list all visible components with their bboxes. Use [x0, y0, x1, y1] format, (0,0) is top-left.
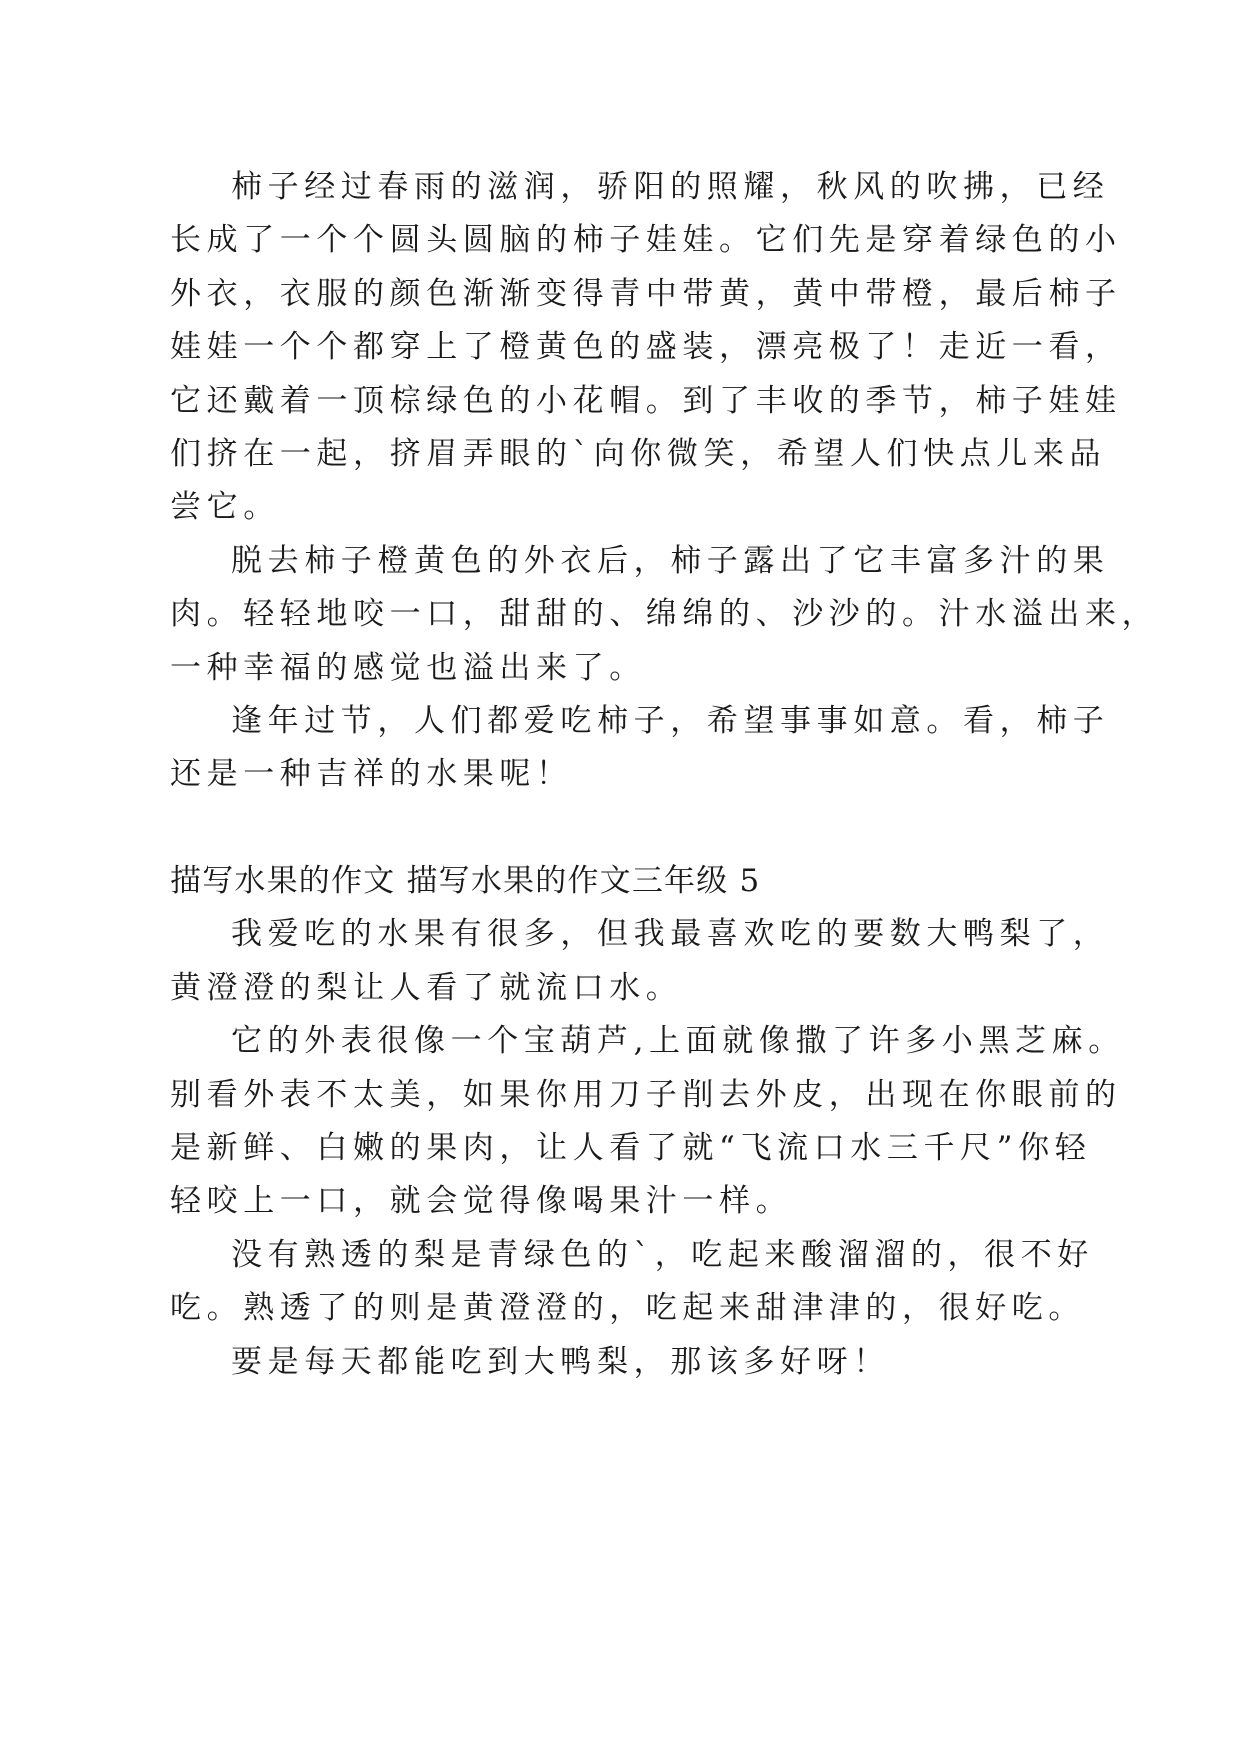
- paragraph-1-line-5: 它还戴着一顶棕绿色的小花帽。到了丰收的季节，柿子娃娃: [170, 383, 1122, 419]
- paragraph-4-line-1: 我爱吃的水果有很多，但我最喜欢吃的要数大鸭梨了，: [231, 916, 1110, 952]
- paragraph-5-line-2: 别看外表不太美，如果你用刀子削去外皮，出现在你眼前的: [170, 1077, 1122, 1113]
- paragraph-6-line-2: 吃。熟透了的则是黄澄澄的，吃起来甜津津的，很好吃。: [170, 1290, 1085, 1326]
- paragraph-1-line-4: 娃娃一个个都穿上了橙黄色的盛装，漂亮极了！走近一看，: [170, 329, 1122, 365]
- paragraph-3-line-1: 逢年过节，人们都爱吃柿子，希望事事如意。看，柿子: [231, 703, 1110, 739]
- paragraph-1-line-2: 长成了一个个圆头圆脑的柿子娃娃。它们先是穿着绿色的小: [170, 222, 1122, 258]
- paragraph-2-line-3: 一种幸福的感觉也溢出来了。: [170, 650, 646, 686]
- paragraph-7-line-1: 要是每天都能吃到大鸭梨，那该多好呀！: [231, 1344, 890, 1380]
- paragraph-1-line-7: 尝它。: [170, 489, 280, 525]
- paragraph-3-line-2: 还是一种吉祥的水果呢！: [170, 756, 573, 792]
- paragraph-5-line-3: 是新鲜、白嫩的果肉，让人看了就“飞流口水三千尺”你轻: [170, 1130, 1092, 1166]
- paragraph-5-line-4: 轻咬上一口，就会觉得像喝果汁一样。: [170, 1183, 793, 1219]
- paragraph-2-line-1: 脱去柿子橙黄色的外衣后，柿子露出了它丰富多汁的果: [231, 543, 1110, 579]
- paragraph-1-line-3: 外衣，衣服的颜色渐渐变得青中带黄，黄中带橙，最后柿子: [170, 276, 1122, 312]
- paragraph-1-line-6: 们挤在一起，挤眉弄眼的`向你微笑，希望人们快点儿来品: [170, 436, 1107, 472]
- paragraph-5-line-1: 它的外表很像一个宝葫芦,上面就像撒了许多小黑芝麻。: [231, 1023, 1125, 1059]
- paragraph-6-line-1: 没有熟透的梨是青绿色的`，吃起来酸溜溜的，很不好: [231, 1237, 1094, 1273]
- section-heading: 描写水果的作文 描写水果的作文三年级 5: [170, 863, 761, 899]
- paragraph-2-line-2: 肉。轻轻地咬一口，甜甜的、绵绵的、沙沙的。汁水溢出来，: [170, 596, 1159, 632]
- paragraph-4-line-2: 黄澄澄的梨让人看了就流口水。: [170, 970, 683, 1006]
- paragraph-1-line-1: 柿子经过春雨的滋润，骄阳的照耀，秋风的吹拂，已经: [231, 169, 1110, 205]
